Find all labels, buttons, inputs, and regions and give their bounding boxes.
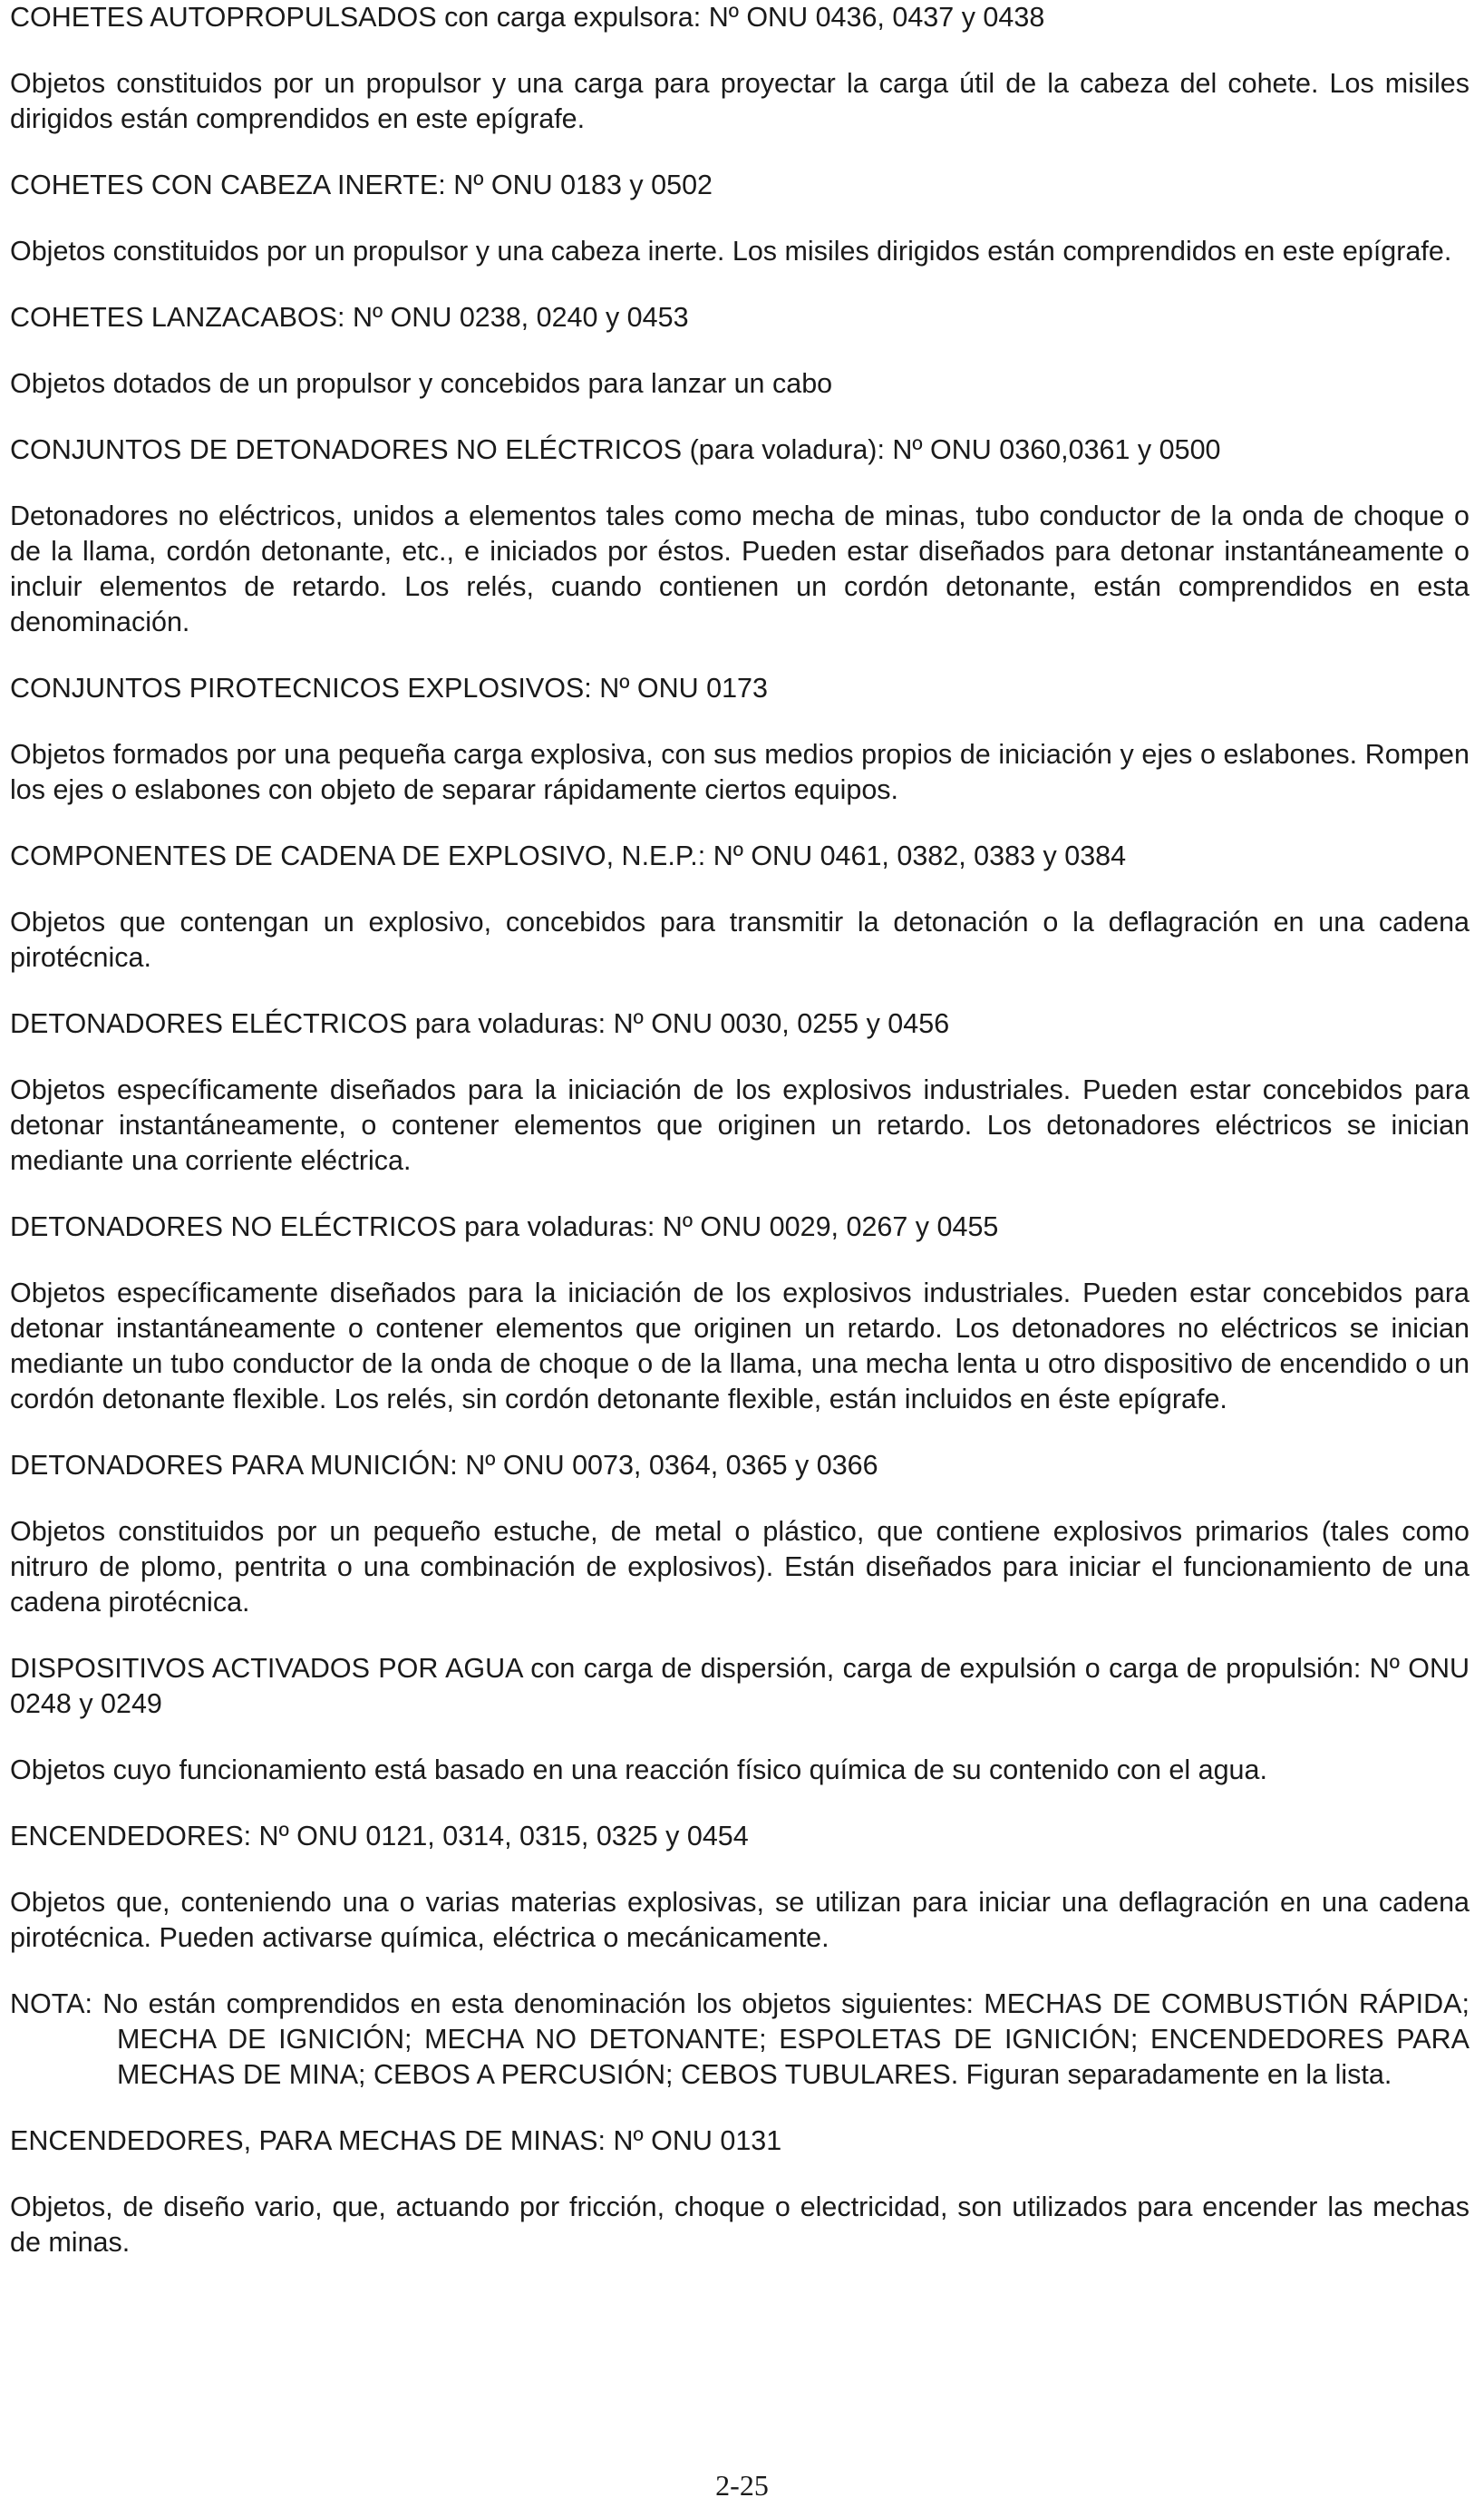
entry-body-encendedores: Objetos que, conteniendo una o varias materias explosivas, se utilizan para iniciar una deflagración en una cadena pirotécnica. Pueden activarse química, eléctrica o mecánicamente.	[10, 1887, 1469, 1953]
entry-body-conjuntos-pirotecnicos: Objetos formados por una pequeña carga explosiva, con sus medios propios de iniciación y ejes o eslabones. Rompen los ejes o eslabones con objeto de separar rápidamente ciertos equipos.	[10, 739, 1469, 805]
document-page	[10, 0, 1469, 2517]
entry-heading-conjuntos-pirotecnicos: CONJUNTOS PIROTECNICOS EXPLOSIVOS: Nº ONU 0173	[10, 673, 768, 704]
entry-body-cohetes-autopropulsados: Objetos constituidos por un propulsor y una carga para proyectar la carga útil de la cabeza del cohete. Los misiles dirigidos están comprendidos en este epígrafe.	[10, 68, 1469, 134]
entry-heading-detonadores-no-electricos: DETONADORES NO ELÉCTRICOS para voladuras: Nº ONU 0029, 0267 y 0455	[10, 1211, 999, 1242]
entry-body-componentes-cadena: Objetos que contengan un explosivo, concebidos para transmitir la detonación o la deflagración en una cadena pirotécnica.	[10, 907, 1469, 973]
entry-body-detonadores-municion: Objetos constituidos por un pequeño estuche, de metal o plástico, que contiene explosivos primarios (tales como nitruro de plomo, pentrita o una combinación de explosivos). Están diseñados para iniciar el funcionamiento de una cadena pirotécnica.	[10, 1516, 1469, 1618]
entry-body-cohetes-lanzacabos: Objetos dotados de un propulsor y concebidos para lanzar un cabo	[10, 368, 833, 399]
entry-heading-encendedores-mechas-minas: ENCENDEDORES, PARA MECHAS DE MINAS: Nº ONU 0131	[10, 2125, 782, 2156]
entry-heading-encendedores: ENCENDEDORES: Nº ONU 0121, 0314, 0315, 0325 y 0454	[10, 1821, 749, 1851]
entry-heading-conjuntos-detonadores: CONJUNTOS DE DETONADORES NO ELÉCTRICOS (para voladura): Nº ONU 0360,0361 y 0500	[10, 434, 1221, 465]
entry-heading-cohetes-lanzacabos: COHETES LANZACABOS: Nº ONU 0238, 0240 y 0453	[10, 302, 689, 333]
entry-body-conjuntos-detonadores: Detonadores no eléctricos, unidos a elementos tales como mecha de minas, tubo conductor de la onda de choque o de la llama, cordón detonante, etc., e iniciados por éstos. Pueden estar diseñados para detonar instantáneamente o incluir elementos de retardo. Los relés, cuando contienen un cordón detonante, están comprendidos en esta denominación.	[10, 500, 1469, 637]
page-number: 2-25	[715, 2469, 769, 2502]
entry-body-cohetes-cabeza-inerte: Objetos constituidos por un propulsor y una cabeza inerte. Los misiles dirigidos están comprendidos en este epígrafe.	[10, 236, 1452, 267]
entry-heading-cohetes-autopropulsados: COHETES AUTOPROPULSADOS con carga expulsora: Nº ONU 0436, 0437 y 0438	[10, 2, 1045, 33]
entry-body-detonadores-no-electricos: Objetos específicamente diseñados para la iniciación de los explosivos industriales. Pueden estar concebidos para detonar instantáneamente o contener elementos que originen un retardo. Los detonadores no eléctricos se inician mediante un tubo conductor de la onda de choque o de la llama, una mecha lenta u otro dispositivo de encendido o un cordón detonante flexible. Los relés, sin cordón detonante flexible, están incluidos en éste epígrafe.	[10, 1278, 1469, 1414]
entry-body-detonadores-electricos: Objetos específicamente diseñados para la iniciación de los explosivos industriales. Pueden estar concebidos para detonar instantáneamente, o contener elementos que originen un retardo. Los detonadores eléctricos se inician mediante una corriente eléctrica.	[10, 1074, 1469, 1176]
entry-heading-componentes-cadena: COMPONENTES DE CADENA DE EXPLOSIVO, N.E.P.: Nº ONU 0461, 0382, 0383 y 0384	[10, 841, 1127, 871]
entry-body-dispositivos-agua: Objetos cuyo funcionamiento está basado en una reacción físico química de su contenido con el agua.	[10, 1754, 1267, 1785]
entry-heading-detonadores-municion: DETONADORES PARA MUNICIÓN: Nº ONU 0073, 0364, 0365 y 0366	[10, 1450, 878, 1481]
entry-heading-detonadores-electricos: DETONADORES ELÉCTRICOS para voladuras: Nº ONU 0030, 0255 y 0456	[10, 1008, 950, 1039]
entry-body-encendedores-mechas-minas: Objetos, de diseño vario, que, actuando por fricción, choque o electricidad, son utilizados para encender las mechas de minas.	[10, 2191, 1469, 2258]
entry-heading-cohetes-cabeza-inerte: COHETES CON CABEZA INERTE: Nº ONU 0183 y 0502	[10, 170, 713, 200]
entry-heading-dispositivos-agua: DISPOSITIVOS ACTIVADOS POR AGUA con carga de dispersión, carga de expulsión o carga de propulsión: Nº ONU 0248 y 0249	[10, 1653, 1469, 1719]
nota-paragraph: NOTA: No están comprendidos en esta denominación los objetos siguientes: MECHAS DE COMBUSTIÓN RÁPIDA; MECHA DE IGNICIÓN; MECHA NO DETONANTE; ESPOLETAS DE IGNICIÓN; ENCENDEDORES PARA MECHAS DE MINA; CEBOS A PERCUSIÓN; CEBOS TUBULARES. Figuran separadamente en la lista.	[10, 1988, 1469, 2090]
